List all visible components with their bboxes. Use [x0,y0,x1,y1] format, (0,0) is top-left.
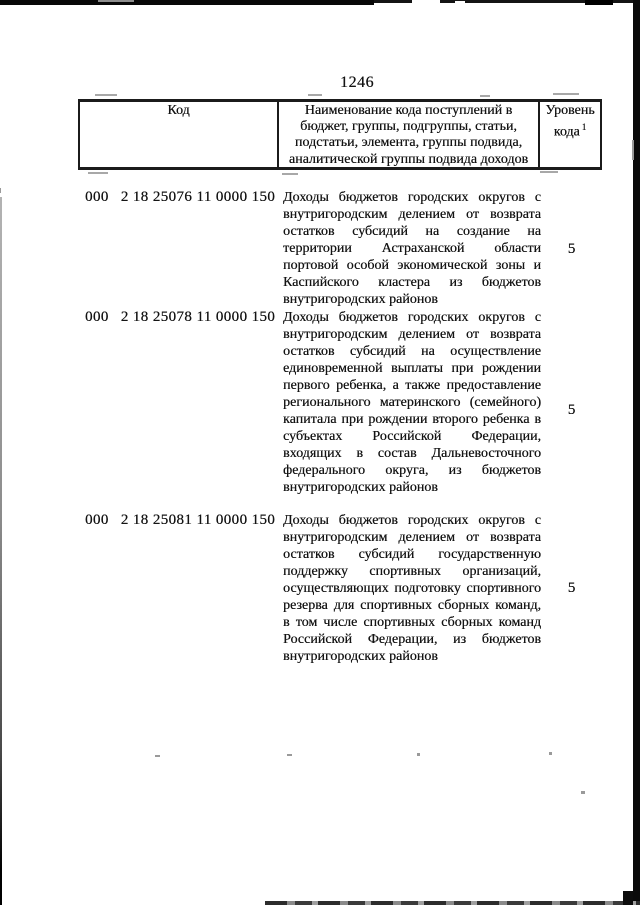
level-value: 5 [567,402,576,418]
row-name: Доходы бюджетов городских округов с внутригородским делением от возврата остатков субсидий на создание на территории Астраханской области портовой особой экономической зоны и Каспийского кластера из бюджетов внутригородских районов [283,190,541,307]
header-name: Наименование кода поступлений в бюджет, группы, подгруппы, статьи, подстатьи, элемента, группы подвида, аналитической группы подвида доходов [279,102,540,168]
row-code [78,512,277,665]
code-prefix: 000 [85,309,109,325]
code-value: 2 18 25076 11 0000 150 [120,189,276,205]
page-number: 1246 [340,74,374,91]
scan-artifact [98,0,134,2]
scan-speck [581,791,585,794]
scan-artifact [95,94,117,96]
row-name: Доходы бюджетов городских округов с внутригородским делением от возврата остатков субсидий на осуществление единовременной выплаты при рождении первого ребенка, а также предоставление регионального материнского (семейного) капитала при рождении второго ребенка в субъектах Российской Федерации, входящих в состав Дальневосточного федерального округа, из бюджетов внутригородских районов [283,310,541,495]
code-prefix: 000 [85,189,109,205]
level-value: 5 [567,580,576,596]
table-row [78,512,602,665]
scan-artifact [623,891,633,905]
row-level [541,512,602,665]
table-header [78,99,602,170]
code-value: 2 18 25081 11 0000 150 [120,512,276,528]
row-name: Доходы бюджетов городских округов с внутригородским делением от возврата остатков субсидий государственную поддержку спортивных организаций, осуществляющих подготовку спортивного резерва для спортивных сборных команд, в том числе спортивных сборных команд Российской Федерации, из бюджетов внутригородских районов [283,513,541,664]
header-level [540,102,600,168]
table-body [78,189,602,665]
header-level-line2 [540,119,600,141]
header-code: Код [80,102,279,168]
row-level [541,189,602,309]
scan-edge-bottom [265,901,640,905]
scan-edge-top [0,0,374,5]
level-value: 5 [567,240,576,257]
scan-artifact [308,94,322,96]
scan-speck [155,755,160,757]
scan-speck [417,753,420,756]
scan-artifact [553,93,579,95]
scan-artifact [632,140,634,160]
scan-artifact [480,95,490,97]
scan-speck [549,752,552,755]
scan-edge-left [0,197,2,905]
table-row [78,189,602,309]
header-level-line1: Уровень [545,103,595,118]
codes-table [78,99,602,665]
footnote-marker: 1 [581,122,587,133]
table-row [78,309,602,512]
header-level-word: кода [553,124,580,140]
row-code [78,189,277,309]
scan-artifact [585,0,613,5]
scan-artifact [0,188,1,193]
code-prefix: 000 [85,512,109,528]
scan-edge-top-gap [412,0,440,5]
scan-edge-top-gap [455,1,465,5]
row-level [541,309,602,512]
row-code [78,309,277,512]
code-value: 2 18 25078 11 0000 150 [120,309,276,325]
scan-speck [287,754,292,756]
scan-edge-right [633,0,640,905]
